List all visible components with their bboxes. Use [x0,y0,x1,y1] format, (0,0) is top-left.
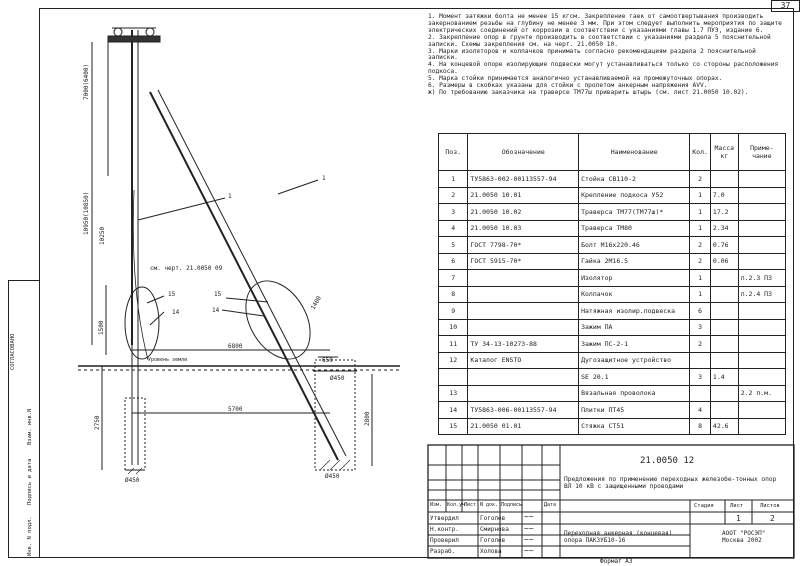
col-podpis: Подпись [501,502,523,508]
format-label: Формат А3 [600,558,633,565]
dim-diameter-c: Ø450 [125,477,140,484]
name-checked: Гоголев [480,537,506,544]
cell-name: Зажим ПА [579,319,690,336]
dim-5700: 5700 [228,406,243,413]
note-2: 2. Закрепление опор в грунте производить в соответствии с указаниями раздела 5 пояснительной записки. Схемы закрепления см. на черт. 21.0050 10. [428,33,771,48]
col-data: Дата [544,502,557,508]
cell-qty: 8 [690,418,711,435]
cell-pos: 7 [439,270,468,287]
cell-pos: 5 [439,237,468,254]
name-approved: Гоголев [480,515,506,522]
cell-pos: 9 [439,303,468,320]
side-label-agreed: СОГЛАСОВАНО [10,333,16,370]
cell-designation: 21.0050 10.03 [468,220,579,237]
cell-qty: 3 [690,319,711,336]
callout-1b: 1 [322,175,326,182]
cell-mass: 0.06 [710,253,738,270]
note-1: 1. Момент затяжки болта не менее 15 кгсм. Закрепление гаек от самоотвертывания производить закернованием резьбы на глубину не менее 3 мм. При этом следует выполнить мероприятия по защите электрических соединений от коррозии в соответствии с указаниями главы 1.7 ПУЭ, издание 6. [428,13,782,34]
spec-header-designation: Обозначение [468,134,579,171]
side-label-replaced: Взам. инв.N [27,408,33,445]
ground-label: Уровень земли [148,357,188,363]
cell-name: Крепление подкоса У52 [579,187,690,204]
callout-14a: 14 [172,309,180,316]
lists-label: Листов [760,503,780,509]
dim-mid: 10250 [99,226,106,245]
lists-value: 2 [770,514,775,523]
cell-mass: 42.6 [710,418,738,435]
cell-name: Изолятор [579,270,690,287]
spec-header-qty: Кол. [690,134,711,171]
col-izm: Изм. [430,502,443,508]
cell-designation: Каталог ENSTO [468,352,579,369]
cell-pos: 3 [439,204,468,221]
signature-2: ~~ [524,524,534,533]
cell-qty: 1 [690,204,711,221]
cell-pos: 2 [439,187,468,204]
side-label-signature: Подпись и дата [27,458,33,505]
cell-name: Гайка 2М16.5 [579,253,690,270]
dim-total: 10950(10850) [83,191,90,235]
cell-note: п.2.4 ПЗ [738,286,785,303]
cell-pos: 6 [439,253,468,270]
sheet-title: Переходная анкерная (концевая) опора ПАК3УБ10-16 [564,530,673,544]
cell-designation: ГОСТ 5915-70* [468,253,579,270]
cell-pos: 12 [439,352,468,369]
note-5: 5. Марка стойки принимается аналогично устанавливаемой на промежуточных опорах. [428,75,723,83]
cell-designation: 21.0050 10.02 [468,204,579,221]
role-approved: Утвердил [430,515,459,522]
callout-14b: 14 [212,307,220,314]
cell-name: Зажим ПС-2-1 [579,336,690,353]
cell-pos: 11 [439,336,468,353]
cell-qty: 6 [690,303,711,320]
cell-note: п.2.3 ПЗ [738,270,785,287]
dim-650: 650 [322,357,333,364]
cell-name: Вязальная проволока [579,385,690,402]
role-developed: Разраб. [430,548,456,555]
cell-designation: 21.0050 01.01 [468,418,579,435]
cell-mass: 1.4 [710,369,738,386]
col-ndok: N док. [480,502,499,508]
cell-designation: ТУ 34-13-10273-88 [468,336,579,353]
cell-pos: 14 [439,402,468,419]
cell-name: Натяжная изолир.подвеска [579,303,690,320]
cell-qty: 1 [690,286,711,303]
cell-qty: 2 [690,253,711,270]
cell-qty: 1 [690,270,711,287]
cell-qty: 2 [690,237,711,254]
note-6: 6. Размеры в скобках указаны для стойки с пролетом анкерным напряжения АVV. [428,82,708,90]
cell-mass: 17.2 [710,204,738,221]
cell-designation: ТУ5863-006-00113557-94 [468,402,579,419]
cell-name: Плитки ПТ45 [579,402,690,419]
spec-header-mass: Масса кг [710,134,738,171]
callout-15b: 15 [214,291,222,298]
cell-mass: 7.0 [710,187,738,204]
cell-designation: ГОСТ 7798-70* [468,237,579,254]
title-description: Предложения по применению переходных железобе-тонных опор ВЛ 10 кВ с защищенными проводами [564,476,777,490]
cell-qty: 3 [690,369,711,386]
cell-name: Стяжка СТ51 [579,418,690,435]
cell-qty: 1 [690,187,711,204]
stage-label: Стадия [694,503,714,509]
list-value: 1 [736,514,741,523]
dim-2750: 2750 [94,415,101,430]
cell-name: Болт М16х220.46 [579,237,690,254]
signature-4: ~~ [524,546,534,555]
cell-qty: 4 [690,402,711,419]
cell-name: SE 20.1 [579,369,690,386]
col-list: Лист [464,502,477,508]
dim-diameter-a: Ø450 [330,375,345,382]
cell-pos: 15 [439,418,468,435]
organization: АООТ "РОСЭП" Москва 2002 [722,530,766,544]
cell-name: Траверса ТМ80 [579,220,690,237]
ref-chert: см. черт. 21.0050 09 [150,265,223,272]
role-checked: Проверил [430,537,459,544]
signature-3: ~~ [524,535,534,544]
cell-designation: ТУ5863-002-00113557-94 [468,171,579,188]
title-code: 21.0050 12 [640,456,695,466]
cell-pos: 4 [439,220,468,237]
cell-name: Колпачок [579,286,690,303]
dim-6800: 6800 [228,343,243,350]
side-label-inventory: Инв. N подл. [27,516,33,556]
spec-header-name: Наименование [579,134,690,171]
cell-mass: 0.76 [710,237,738,254]
spec-header-note: Приме-чание [738,134,785,171]
dim-2800: 2800 [364,411,371,426]
dim-diameter-b: Ø450 [325,473,340,480]
cell-name: Траверса ТМ77(ТМ77ш)* [579,204,690,221]
cell-qty: 1 [690,220,711,237]
cell-pos: 10 [439,319,468,336]
callout-15a: 15 [168,291,176,298]
name-developed: Холова [480,548,502,555]
list-label: Лист [730,503,744,509]
note-3: 3. Марки изоляторов и колпачков принимать согласно рекомендациям раздела 2 пояснительной записки. [428,47,756,62]
col-koluch: Кол.уч [447,502,466,508]
callout-1a: 1 [228,193,232,200]
sheet-number: 37 [771,0,800,12]
name-normcontrol: Смирнова [480,526,509,533]
note-7: ж) По требованию заказчика на траверсе ТМ77ш приварить штырь (см. лист 21.0050 10.02). [428,88,749,96]
cell-note: 2.2 п.м. [738,385,785,402]
cell-pos: 8 [439,286,468,303]
cell-pos: 13 [439,385,468,402]
cell-designation: 21.0050 10.01 [468,187,579,204]
role-normcontrol: Н.контр. [430,526,459,533]
cell-qty: 2 [690,336,711,353]
dim-1400: 1400 [309,294,323,311]
cell-mass: 2.34 [710,220,738,237]
cell-name: Стойка СВ110-2 [579,171,690,188]
signature-1: ~~ [524,512,534,521]
spec-header-pos: Поз. [439,134,468,171]
dim-top: 7000(6400) [83,63,90,100]
cell-qty: 2 [690,171,711,188]
cell-name: Дугозащитное устройство [579,352,690,369]
note-4: 4. На концевой опоре изолирующие подвески могут устанавливаться только со стороны расположения подкоса. [428,61,779,76]
cell-pos: 1 [439,171,468,188]
dim-1500: 1500 [98,320,105,335]
